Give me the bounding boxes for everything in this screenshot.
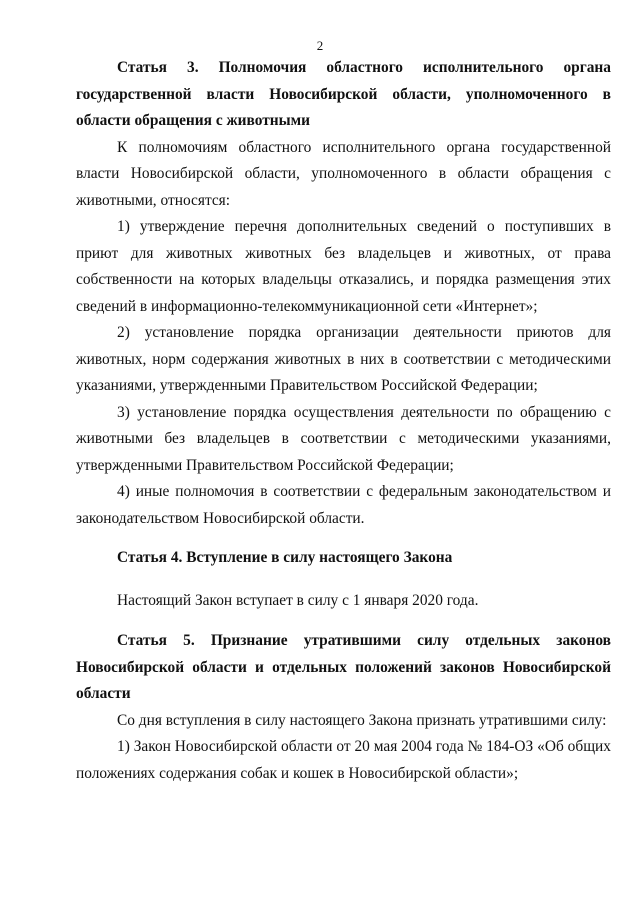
- article-3: [76, 55, 611, 532]
- article-3-item-1: 1) утверждение перечня дополнительных сведений о поступивших в приют для животных животных без владельцев и животных, от права собственности на которых владельцы отказались, и порядка размещения этих сведений в информационно-телекоммуникационной сети «Интернет»;: [76, 218, 611, 315]
- article-3-item-4: 4) иные полномочия в соответствии с федеральным законодательством и законодательством Новосибирской области.: [76, 483, 611, 527]
- article-5-heading: Статья 5. Признание утратившими силу отдельных законов Новосибирской области и отдельных положений законов Новосибирской области: [76, 632, 611, 702]
- article-3-item-2: 2) установление порядка организации деятельности приютов для животных, норм содержания животных в них в соответствии с методическими указаниями, утвержденными Правительством Российской Федерации;: [76, 324, 611, 394]
- article-3-item-3: 3) установление порядка осуществления деятельности по обращению с животными без владельцев в соответствии с методическими указаниями, утвержденными Правительством Российской Федерации;: [76, 403, 611, 474]
- article-5-item-1: 1) Закон Новосибирской области от 20 мая 2004 года № 184-ОЗ «Об общих положениях содержания собак и кошек в Новосибирской области»;: [76, 738, 611, 782]
- article-5: [76, 628, 611, 787]
- article-3-heading: Статья 3. Полномочия областного исполнительного органа государственной власти Новосибирской области, уполномоченного в области обращения с животными: [76, 59, 611, 129]
- article-4-heading: Статья 4. Вступление в силу настоящего Закона: [117, 549, 453, 566]
- article-4: [76, 545, 611, 614]
- article-3-intro: К полномочиям областного исполнительного органа государственной власти Новосибирской области, уполномоченного в области обращения с животными, относятся:: [76, 138, 611, 209]
- article-4-text: Настоящий Закон вступает в силу с 1 января 2020 года.: [117, 591, 479, 609]
- article-5-intro: Со дня вступления в силу настоящего Закона признать утратившими силу:: [117, 711, 607, 729]
- page-number: 2: [316, 38, 324, 53]
